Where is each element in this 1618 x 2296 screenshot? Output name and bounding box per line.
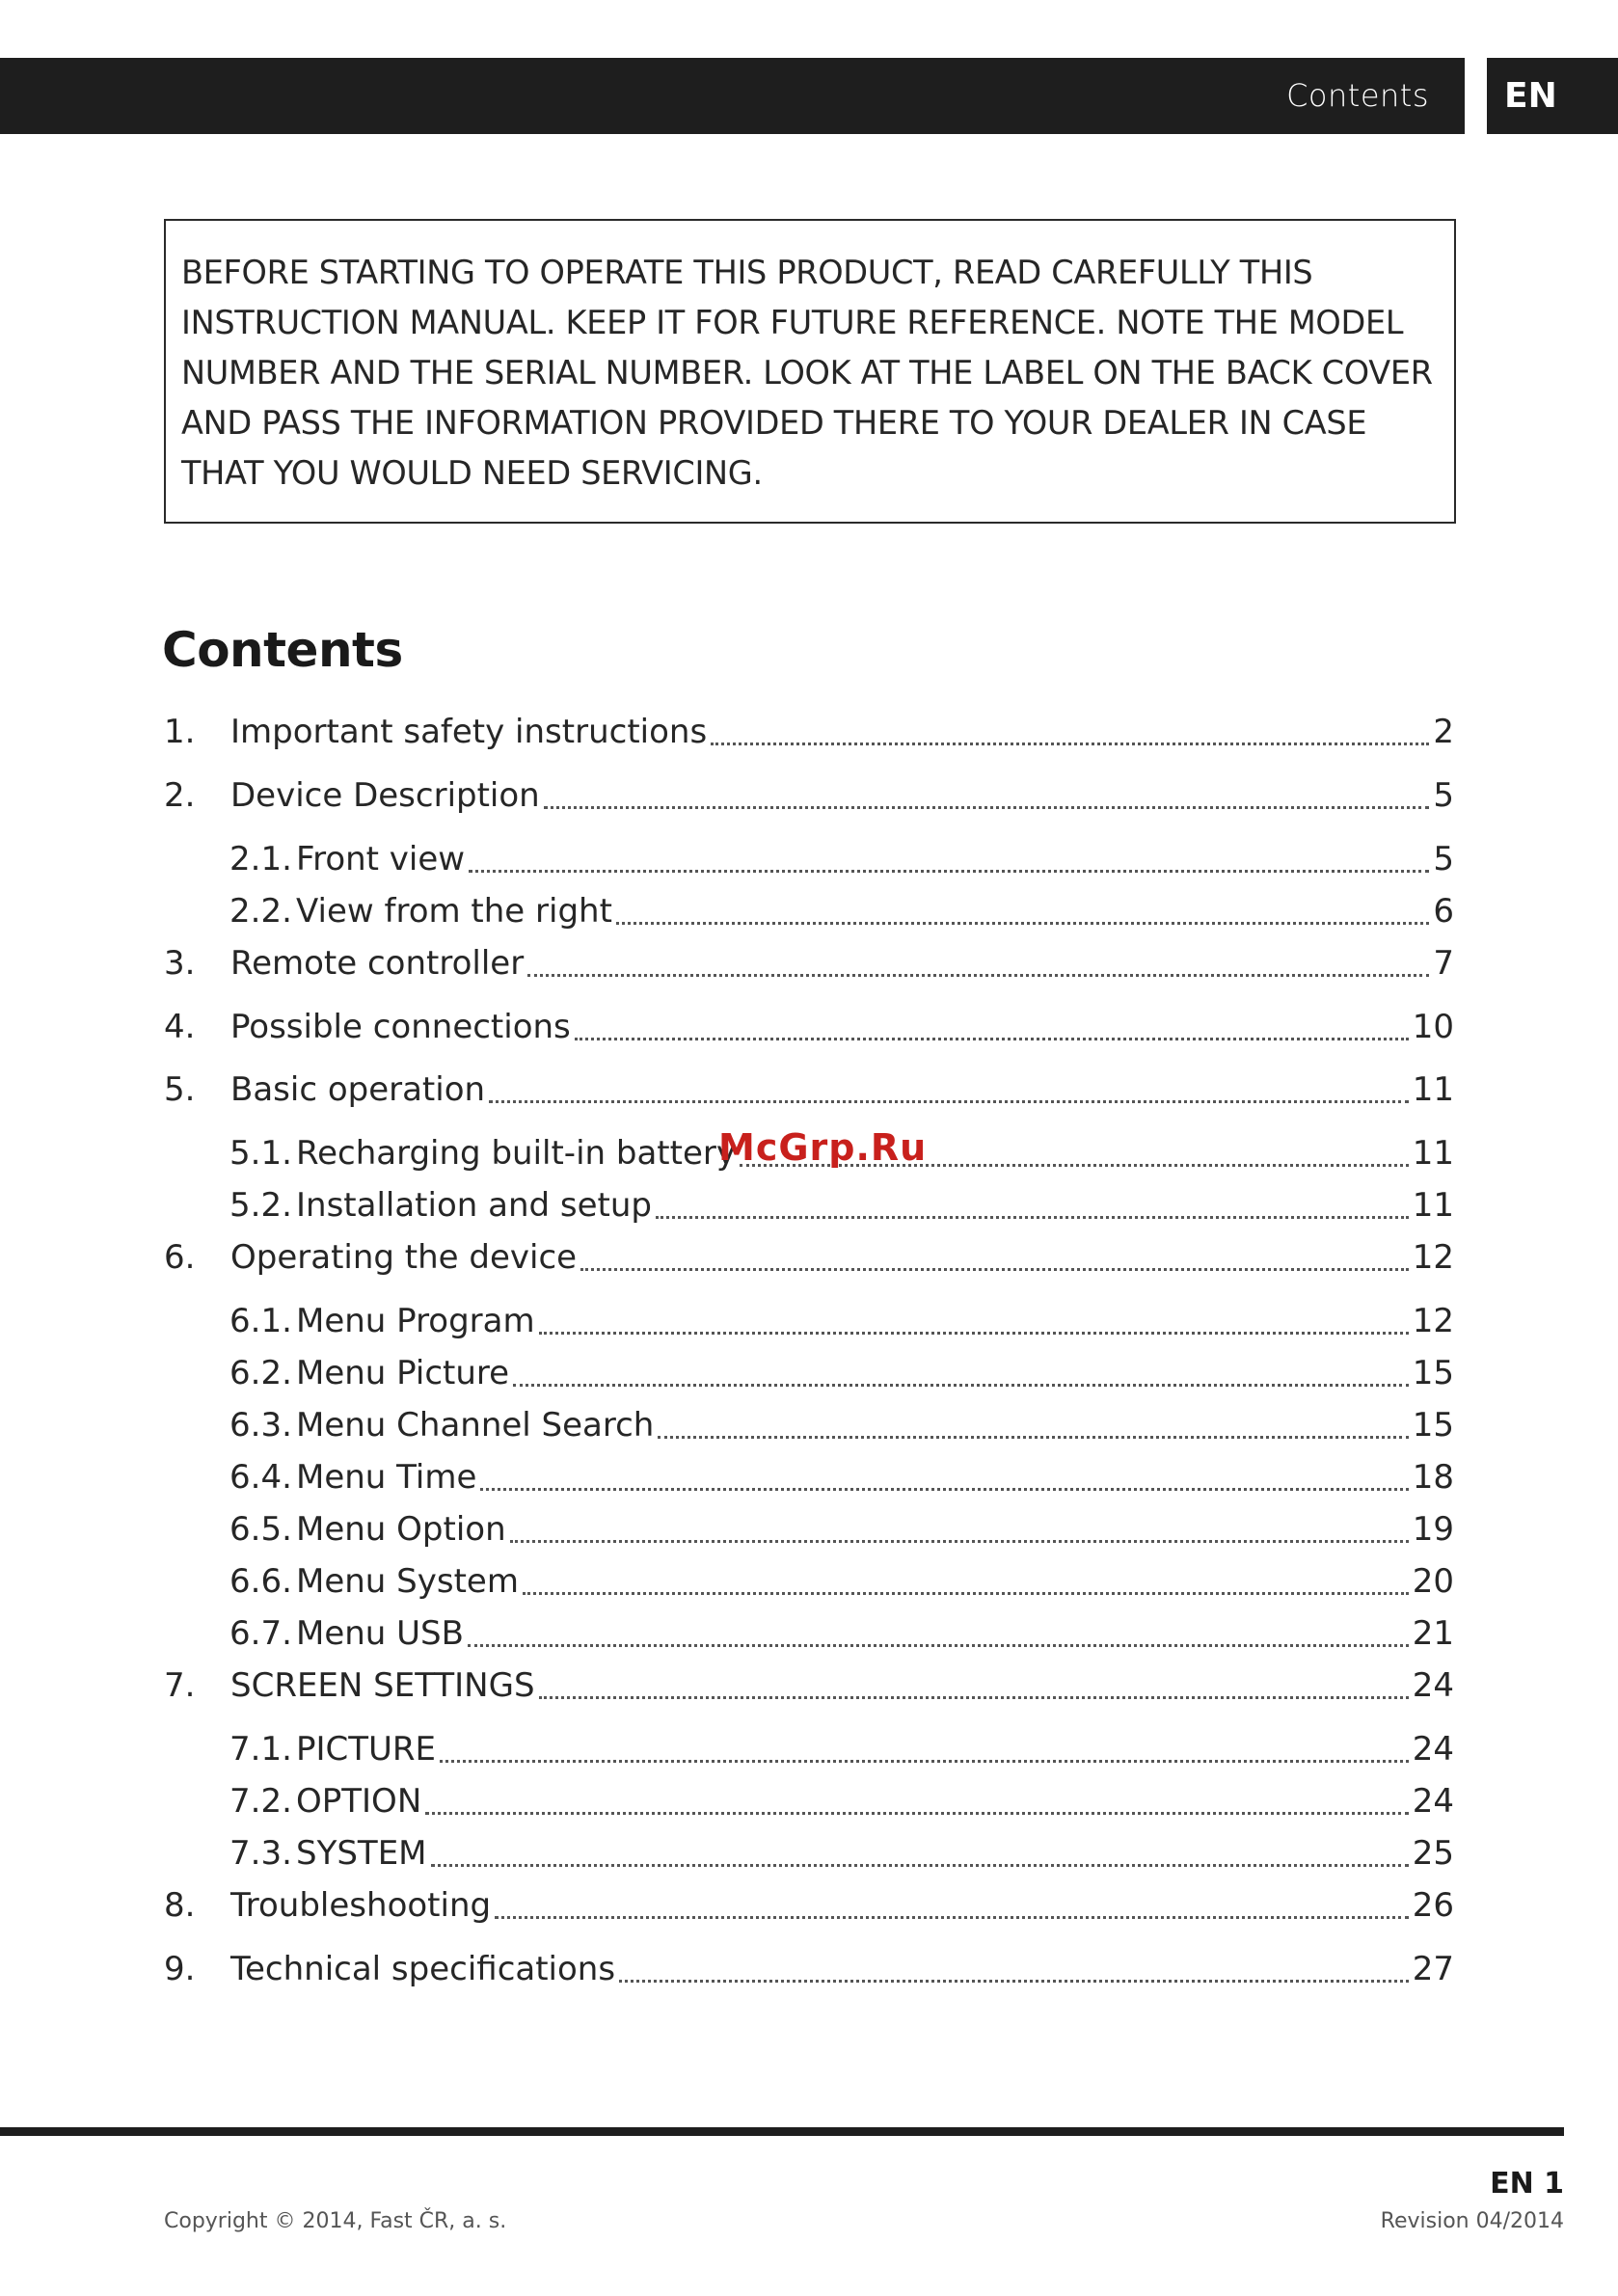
toc-entry-page: 11	[1412, 1070, 1454, 1109]
toc-entry-page: 12	[1412, 1302, 1454, 1340]
toc-entry-number: 6.4.	[229, 1458, 292, 1497]
toc-entry-title: Troubleshooting	[230, 1886, 492, 1925]
toc-dot-leader	[527, 974, 1429, 977]
toc-entry-number: 5.1.	[229, 1134, 292, 1173]
toc-entry-number: 3.	[164, 944, 196, 983]
toc-dot-leader	[495, 1916, 1409, 1919]
toc-entry-page: 10	[1412, 1008, 1454, 1046]
toc-dot-leader	[580, 1268, 1409, 1271]
toc-dot-leader	[425, 1812, 1408, 1815]
toc-entry-number: 9.	[164, 1950, 196, 1988]
toc-entry[interactable]	[164, 1004, 1454, 1050]
toc-entry-title: OPTION	[296, 1782, 422, 1821]
toc-entry-title: Front view	[296, 840, 466, 878]
toc-entry-page: 24	[1412, 1730, 1454, 1769]
toc-entry-title: Device Description	[230, 776, 540, 815]
toc-dot-leader	[489, 1100, 1409, 1103]
toc-entry-number: 7.2.	[229, 1782, 292, 1821]
toc-entry-number: 2.1.	[229, 840, 292, 878]
toc-dot-leader	[469, 870, 1429, 873]
toc-entry-title: Menu USB	[296, 1614, 464, 1653]
toc-dot-leader	[711, 743, 1429, 745]
header-section-title: Contents	[1286, 77, 1429, 114]
toc-entry[interactable]	[164, 940, 1454, 986]
toc-dot-leader	[513, 1384, 1409, 1387]
toc-entry-number: 7.3.	[229, 1834, 292, 1873]
toc-entry-title: Technical specifications	[230, 1950, 616, 1988]
toc-entry-title: Menu Option	[296, 1510, 506, 1549]
copyright-text: Copyright © 2014, Fast ČR, a. s.	[164, 2209, 507, 2233]
toc-entry-page: 19	[1412, 1510, 1454, 1549]
toc-entry[interactable]	[164, 709, 1454, 755]
toc-dot-leader	[575, 1038, 1409, 1040]
toc-entry-number: 7.	[164, 1666, 196, 1705]
revision-text: Revision 04/2014	[1380, 2209, 1564, 2233]
toc-dot-leader	[656, 1216, 1409, 1219]
toc-dot-leader	[440, 1760, 1409, 1763]
toc-entry-number: 4.	[164, 1008, 196, 1046]
toc-entry-title: Menu Time	[296, 1458, 477, 1497]
toc-entry-number: 6.5.	[229, 1510, 292, 1549]
toc-entry-number: 2.2.	[229, 892, 292, 931]
toc-entry[interactable]	[229, 1402, 1454, 1448]
page-number: EN 1	[1490, 2167, 1564, 2201]
toc-dot-leader	[539, 1332, 1409, 1335]
toc-entry-title: SCREEN SETTINGS	[230, 1666, 535, 1705]
toc-entry-page: 2	[1433, 713, 1454, 751]
toc-entry[interactable]	[229, 836, 1454, 882]
toc-entry[interactable]	[164, 772, 1454, 819]
toc-entry-number: 6.1.	[229, 1302, 292, 1340]
toc-entry-page: 12	[1412, 1238, 1454, 1277]
toc-entry-number: 6.2.	[229, 1354, 292, 1392]
toc-dot-leader	[523, 1592, 1409, 1595]
toc-entry-page: 25	[1412, 1834, 1454, 1873]
contents-title: Contents	[162, 622, 403, 678]
watermark-text: McGrp.Ru	[718, 1126, 928, 1169]
toc-entry-page: 11	[1412, 1186, 1454, 1225]
toc-entry[interactable]	[164, 1067, 1454, 1113]
toc-entry-page: 5	[1433, 776, 1454, 815]
toc-dot-leader	[619, 1980, 1409, 1983]
toc-entry[interactable]	[164, 1662, 1454, 1709]
notice-box: BEFORE STARTING TO OPERATE THIS PRODUCT, READ CAREFULLY THIS INSTRUCTION MANUAL. KEEP IT FOR FUTURE REFERENCE. NOTE THE MODEL NUMBER AND THE SERIAL NUMBER. LOOK AT THE LABEL ON THE BACK COVER AND PASS THE INFORMATION PROVIDED THERE TO YOUR DEALER IN CASE THAT YOU WOULD NEED SERVICING.	[164, 219, 1456, 524]
toc-entry-number: 2.	[164, 776, 196, 815]
toc-entry-title: SYSTEM	[296, 1834, 427, 1873]
toc-entry[interactable]	[229, 1350, 1454, 1396]
toc-entry-number: 1.	[164, 713, 196, 751]
toc-dot-leader	[431, 1864, 1409, 1867]
toc-entry[interactable]	[229, 1610, 1454, 1657]
toc-entry-number: 8.	[164, 1886, 196, 1925]
toc-entry-page: 27	[1412, 1950, 1454, 1988]
toc-entry-number: 6.6.	[229, 1562, 292, 1601]
toc-entry-title: Menu Channel Search	[296, 1406, 655, 1445]
toc-entry-title: Operating the device	[230, 1238, 578, 1277]
toc-entry-page: 24	[1412, 1782, 1454, 1821]
toc-entry[interactable]	[164, 1946, 1454, 1992]
toc-entry-title: Possible connections	[230, 1008, 571, 1046]
toc-entry[interactable]	[164, 1882, 1454, 1929]
language-badge: EN	[1487, 58, 1618, 134]
toc-dot-leader	[616, 922, 1429, 925]
toc-dot-leader	[544, 806, 1430, 809]
toc-entry-page: 20	[1412, 1562, 1454, 1601]
toc-entry-page: 26	[1412, 1886, 1454, 1925]
toc-entry-title: Remote controller	[230, 944, 525, 983]
toc-entry[interactable]	[229, 1726, 1454, 1772]
toc-entry[interactable]	[229, 1830, 1454, 1877]
toc-entry-page: 18	[1412, 1458, 1454, 1497]
toc-entry[interactable]	[229, 1506, 1454, 1553]
toc-entry-title: Menu Picture	[296, 1354, 510, 1392]
toc-dot-leader	[468, 1644, 1409, 1647]
toc-entry-title: Recharging built-in battery	[296, 1134, 736, 1173]
toc-entry-title: Basic operation	[230, 1070, 486, 1109]
toc-dot-leader	[658, 1436, 1408, 1439]
toc-entry-page: 7	[1433, 944, 1454, 983]
toc-dot-leader	[510, 1540, 1409, 1543]
toc-entry-page: 11	[1412, 1134, 1454, 1173]
toc-entry-page: 6	[1433, 892, 1454, 931]
toc-dot-leader	[480, 1488, 1408, 1491]
toc-entry-title: PICTURE	[296, 1730, 437, 1769]
toc-entry-number: 6.	[164, 1238, 196, 1277]
toc-entry-title: View from the right	[296, 892, 612, 931]
toc-dot-leader	[539, 1696, 1409, 1699]
toc-entry-page: 24	[1412, 1666, 1454, 1705]
toc-entry-page: 15	[1412, 1406, 1454, 1445]
toc-entry-number: 6.3.	[229, 1406, 292, 1445]
toc-entry-title: Menu Program	[296, 1302, 535, 1340]
toc-entry[interactable]	[229, 1182, 1454, 1229]
toc-entry-page: 21	[1412, 1614, 1454, 1653]
toc-entry[interactable]	[229, 1454, 1454, 1500]
toc-entry[interactable]	[229, 888, 1454, 934]
toc-entry[interactable]	[229, 1778, 1454, 1824]
toc-entry[interactable]	[229, 1298, 1454, 1344]
toc-entry-title: Important safety instructions	[230, 713, 708, 751]
toc-entry-number: 7.1.	[229, 1730, 292, 1769]
toc-entry-number: 5.	[164, 1070, 196, 1109]
toc-entry-page: 5	[1433, 840, 1454, 878]
toc-entry[interactable]	[229, 1558, 1454, 1605]
toc-entry[interactable]	[164, 1234, 1454, 1281]
toc-entry-title: Menu System	[296, 1562, 519, 1601]
footer-rule	[0, 2127, 1564, 2136]
toc-entry-page: 15	[1412, 1354, 1454, 1392]
toc-entry-number: 6.7.	[229, 1614, 292, 1653]
toc-entry-number: 5.2.	[229, 1186, 292, 1225]
toc-entry-title: Installation and setup	[296, 1186, 652, 1225]
